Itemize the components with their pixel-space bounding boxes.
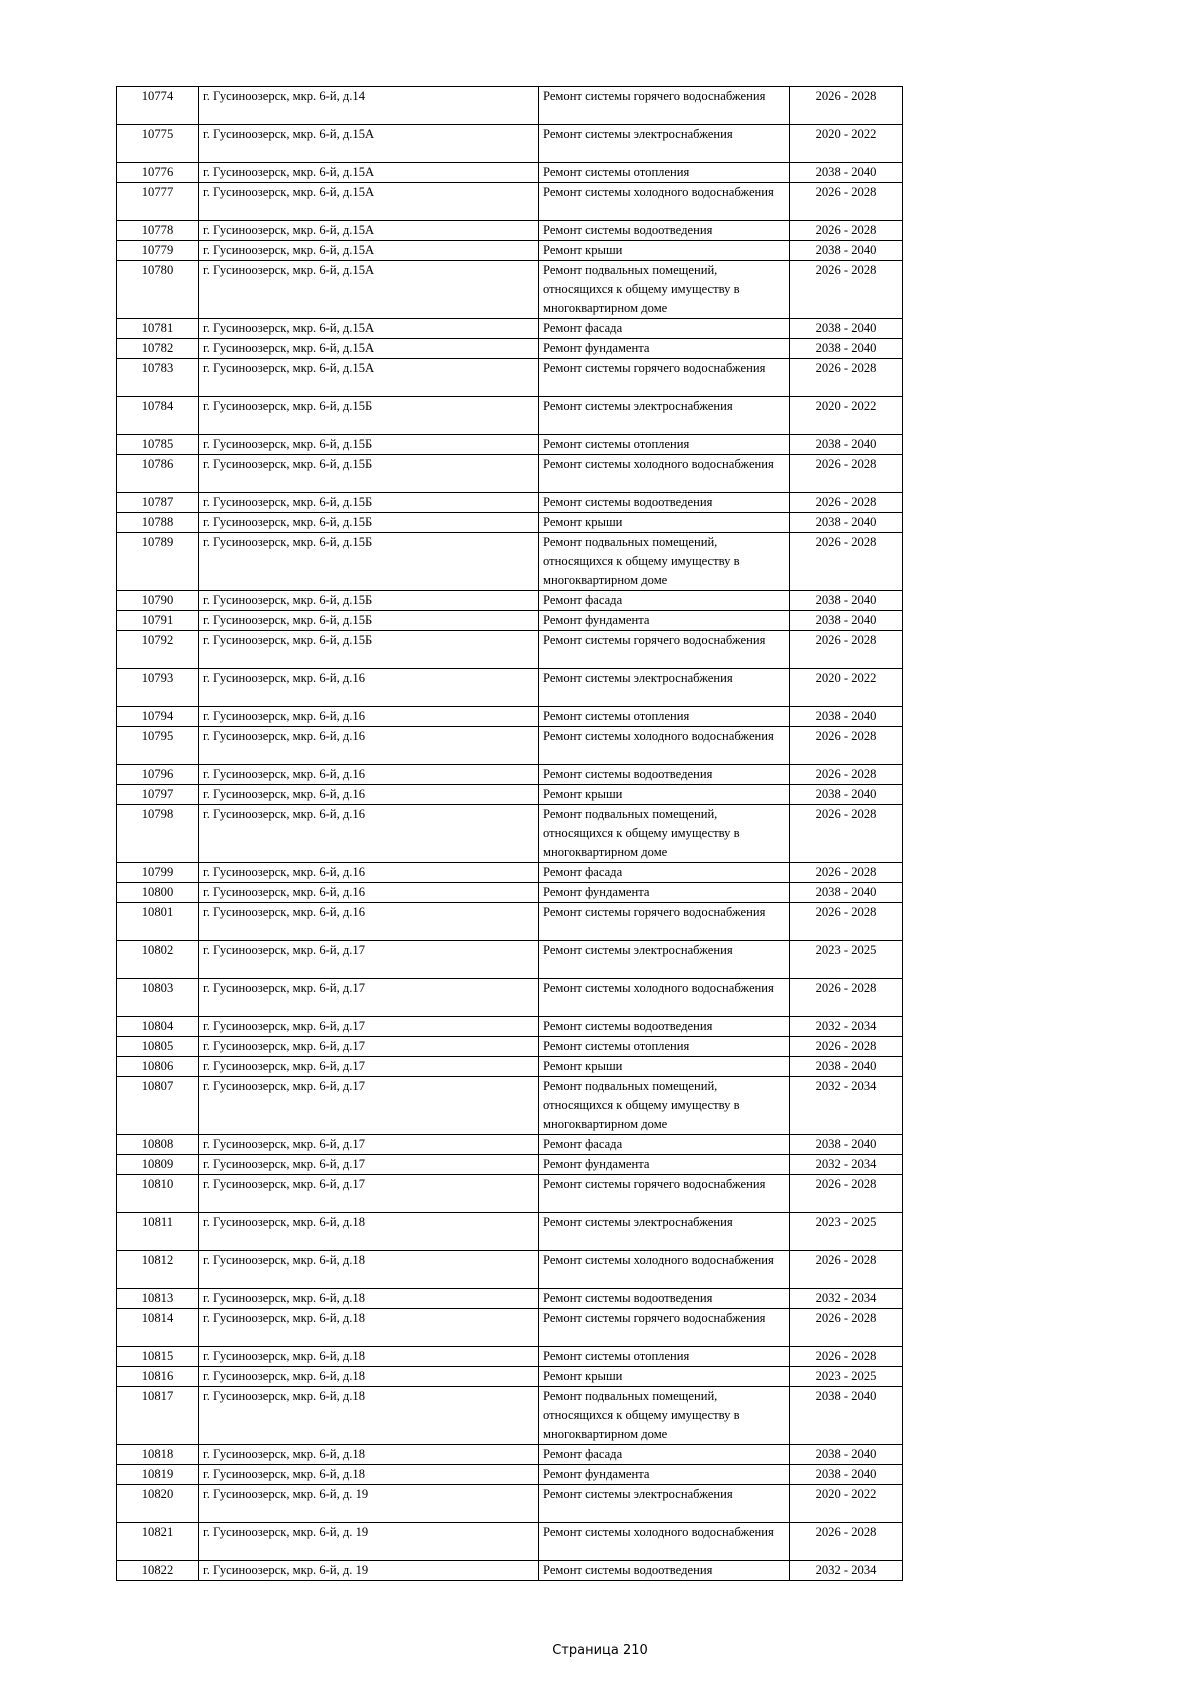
- period-cell: 2023 - 2025: [790, 941, 903, 979]
- row-number-cell: 10798: [117, 805, 199, 863]
- address-cell: г. Гусиноозерск, мкр. 6-й, д.17: [199, 941, 539, 979]
- row-number-cell: 10800: [117, 883, 199, 903]
- work-type-cell: Ремонт фасада: [539, 319, 790, 339]
- table-row: [117, 339, 903, 359]
- work-type-cell: Ремонт системы отопления: [539, 1347, 790, 1367]
- table-row: [117, 591, 903, 611]
- period-cell: 2026 - 2028: [790, 805, 903, 863]
- row-number-cell: 10804: [117, 1017, 199, 1037]
- address-cell: г. Гусиноозерск, мкр. 6-й, д.17: [199, 1077, 539, 1135]
- work-type-cell: Ремонт крыши: [539, 241, 790, 261]
- period-cell: 2038 - 2040: [790, 1057, 903, 1077]
- period-cell: 2026 - 2028: [790, 87, 903, 125]
- period-cell: 2038 - 2040: [790, 513, 903, 533]
- row-number-cell: 10796: [117, 765, 199, 785]
- row-number-cell: 10781: [117, 319, 199, 339]
- table-row: [117, 707, 903, 727]
- work-type-cell: Ремонт фасада: [539, 591, 790, 611]
- row-number-cell: 10819: [117, 1465, 199, 1485]
- address-cell: г. Гусиноозерск, мкр. 6-й, д.18: [199, 1347, 539, 1367]
- address-cell: г. Гусиноозерск, мкр. 6-й, д.18: [199, 1387, 539, 1445]
- address-cell: г. Гусиноозерск, мкр. 6-й, д.15А: [199, 241, 539, 261]
- row-number-cell: 10787: [117, 493, 199, 513]
- period-cell: 2026 - 2028: [790, 183, 903, 221]
- row-number-cell: 10788: [117, 513, 199, 533]
- period-cell: 2038 - 2040: [790, 1465, 903, 1485]
- period-cell: 2026 - 2028: [790, 1347, 903, 1367]
- table-row: [117, 979, 903, 1017]
- row-number-cell: 10811: [117, 1213, 199, 1251]
- table-row: [117, 125, 903, 163]
- address-cell: г. Гусиноозерск, мкр. 6-й, д.15Б: [199, 611, 539, 631]
- table-row: [117, 863, 903, 883]
- work-type-cell: Ремонт системы отопления: [539, 707, 790, 727]
- address-cell: г. Гусиноозерск, мкр. 6-й, д.15Б: [199, 533, 539, 591]
- row-number-cell: 10785: [117, 435, 199, 455]
- address-cell: г. Гусиноозерск, мкр. 6-й, д.16: [199, 707, 539, 727]
- period-cell: 2020 - 2022: [790, 125, 903, 163]
- period-cell: 2038 - 2040: [790, 785, 903, 805]
- table-row: [117, 513, 903, 533]
- work-type-cell: Ремонт системы холодного водоснабжения: [539, 1523, 790, 1561]
- row-number-cell: 10807: [117, 1077, 199, 1135]
- period-cell: 2026 - 2028: [790, 727, 903, 765]
- table-row: [117, 1017, 903, 1037]
- work-type-cell: Ремонт системы горячего водоснабжения: [539, 359, 790, 397]
- work-type-cell: Ремонт системы отопления: [539, 163, 790, 183]
- table-row: [117, 1309, 903, 1347]
- row-number-cell: 10818: [117, 1445, 199, 1465]
- work-type-cell: Ремонт подвальных помещений, относящихся к общему имуществу в многоквартирном доме: [539, 1077, 790, 1135]
- table-row: [117, 435, 903, 455]
- row-number-cell: 10821: [117, 1523, 199, 1561]
- table-row: [117, 241, 903, 261]
- address-cell: г. Гусиноозерск, мкр. 6-й, д.16: [199, 863, 539, 883]
- address-cell: г. Гусиноозерск, мкр. 6-й, д.18: [199, 1445, 539, 1465]
- period-cell: 2032 - 2034: [790, 1289, 903, 1309]
- work-type-cell: Ремонт системы холодного водоснабжения: [539, 979, 790, 1017]
- table-row: [117, 1485, 903, 1523]
- table-body: [117, 87, 903, 1581]
- table-row: [117, 1135, 903, 1155]
- work-type-cell: Ремонт системы холодного водоснабжения: [539, 1251, 790, 1289]
- row-number-cell: 10814: [117, 1309, 199, 1347]
- period-cell: 2038 - 2040: [790, 883, 903, 903]
- table-row: [117, 611, 903, 631]
- page-number: Страница 210: [552, 1643, 648, 1658]
- address-cell: г. Гусиноозерск, мкр. 6-й, д.17: [199, 1057, 539, 1077]
- work-type-cell: Ремонт системы электроснабжения: [539, 125, 790, 163]
- table-row: [117, 1465, 903, 1485]
- period-cell: 2038 - 2040: [790, 1135, 903, 1155]
- period-cell: 2032 - 2034: [790, 1017, 903, 1037]
- row-number-cell: 10774: [117, 87, 199, 125]
- address-cell: г. Гусиноозерск, мкр. 6-й, д.16: [199, 883, 539, 903]
- work-type-cell: Ремонт системы электроснабжения: [539, 669, 790, 707]
- table-row: [117, 261, 903, 319]
- address-cell: г. Гусиноозерск, мкр. 6-й, д.17: [199, 1155, 539, 1175]
- work-type-cell: Ремонт системы электроснабжения: [539, 397, 790, 435]
- table-row: [117, 1057, 903, 1077]
- period-cell: 2026 - 2028: [790, 261, 903, 319]
- table-row: [117, 183, 903, 221]
- row-number-cell: 10794: [117, 707, 199, 727]
- work-type-cell: Ремонт фундамента: [539, 611, 790, 631]
- address-cell: г. Гусиноозерск, мкр. 6-й, д. 19: [199, 1561, 539, 1581]
- period-cell: 2020 - 2022: [790, 397, 903, 435]
- address-cell: г. Гусиноозерск, мкр. 6-й, д.18: [199, 1367, 539, 1387]
- work-type-cell: Ремонт крыши: [539, 785, 790, 805]
- work-type-cell: Ремонт системы горячего водоснабжения: [539, 631, 790, 669]
- address-cell: г. Гусиноозерск, мкр. 6-й, д.15Б: [199, 493, 539, 513]
- period-cell: 2026 - 2028: [790, 631, 903, 669]
- row-number-cell: 10803: [117, 979, 199, 1017]
- row-number-cell: 10786: [117, 455, 199, 493]
- address-cell: г. Гусиноозерск, мкр. 6-й, д.18: [199, 1309, 539, 1347]
- address-cell: г. Гусиноозерск, мкр. 6-й, д.16: [199, 785, 539, 805]
- period-cell: 2020 - 2022: [790, 669, 903, 707]
- row-number-cell: 10777: [117, 183, 199, 221]
- address-cell: г. Гусиноозерск, мкр. 6-й, д.16: [199, 765, 539, 785]
- work-type-cell: Ремонт фасада: [539, 1445, 790, 1465]
- work-type-cell: Ремонт подвальных помещений, относящихся к общему имуществу в многоквартирном доме: [539, 1387, 790, 1445]
- period-cell: 2038 - 2040: [790, 707, 903, 727]
- work-type-cell: Ремонт фасада: [539, 863, 790, 883]
- address-cell: г. Гусиноозерск, мкр. 6-й, д.15Б: [199, 435, 539, 455]
- row-number-cell: 10805: [117, 1037, 199, 1057]
- address-cell: г. Гусиноозерск, мкр. 6-й, д.15А: [199, 183, 539, 221]
- period-cell: 2026 - 2028: [790, 221, 903, 241]
- period-cell: 2026 - 2028: [790, 455, 903, 493]
- table-row: [117, 883, 903, 903]
- row-number-cell: 10816: [117, 1367, 199, 1387]
- table-row: [117, 669, 903, 707]
- address-cell: г. Гусиноозерск, мкр. 6-й, д.17: [199, 1135, 539, 1155]
- period-cell: 2026 - 2028: [790, 765, 903, 785]
- table-row: [117, 785, 903, 805]
- row-number-cell: 10799: [117, 863, 199, 883]
- address-cell: г. Гусиноозерск, мкр. 6-й, д.17: [199, 979, 539, 1017]
- work-type-cell: Ремонт системы водоотведения: [539, 1017, 790, 1037]
- period-cell: 2038 - 2040: [790, 1445, 903, 1465]
- work-type-cell: Ремонт подвальных помещений, относящихся к общему имуществу в многоквартирном доме: [539, 261, 790, 319]
- work-type-cell: Ремонт системы электроснабжения: [539, 1213, 790, 1251]
- period-cell: 2020 - 2022: [790, 1485, 903, 1523]
- table-row: [117, 1367, 903, 1387]
- work-type-cell: Ремонт системы водоотведения: [539, 765, 790, 785]
- row-number-cell: 10791: [117, 611, 199, 631]
- address-cell: г. Гусиноозерск, мкр. 6-й, д. 19: [199, 1523, 539, 1561]
- row-number-cell: 10813: [117, 1289, 199, 1309]
- period-cell: 2026 - 2028: [790, 359, 903, 397]
- table-row: [117, 1037, 903, 1057]
- row-number-cell: 10790: [117, 591, 199, 611]
- period-cell: 2038 - 2040: [790, 591, 903, 611]
- work-type-cell: Ремонт фундамента: [539, 1155, 790, 1175]
- period-cell: 2026 - 2028: [790, 903, 903, 941]
- period-cell: 2038 - 2040: [790, 241, 903, 261]
- row-number-cell: 10784: [117, 397, 199, 435]
- work-type-cell: Ремонт крыши: [539, 1057, 790, 1077]
- work-type-cell: Ремонт системы электроснабжения: [539, 1485, 790, 1523]
- row-number-cell: 10775: [117, 125, 199, 163]
- table-row: [117, 1445, 903, 1465]
- table-row: [117, 727, 903, 765]
- address-cell: г. Гусиноозерск, мкр. 6-й, д.15Б: [199, 591, 539, 611]
- period-cell: 2038 - 2040: [790, 319, 903, 339]
- period-cell: 2026 - 2028: [790, 979, 903, 1017]
- row-number-cell: 10808: [117, 1135, 199, 1155]
- address-cell: г. Гусиноозерск, мкр. 6-й, д.15А: [199, 261, 539, 319]
- period-cell: 2026 - 2028: [790, 1037, 903, 1057]
- period-cell: 2038 - 2040: [790, 1387, 903, 1445]
- row-number-cell: 10812: [117, 1251, 199, 1289]
- row-number-cell: 10801: [117, 903, 199, 941]
- address-cell: г. Гусиноозерск, мкр. 6-й, д.15А: [199, 319, 539, 339]
- table-row: [117, 87, 903, 125]
- work-type-cell: Ремонт системы горячего водоснабжения: [539, 87, 790, 125]
- period-cell: 2032 - 2034: [790, 1077, 903, 1135]
- table-row: [117, 1289, 903, 1309]
- work-type-cell: Ремонт системы горячего водоснабжения: [539, 903, 790, 941]
- work-type-cell: Ремонт системы водоотведения: [539, 1561, 790, 1581]
- table-row: [117, 359, 903, 397]
- period-cell: 2026 - 2028: [790, 533, 903, 591]
- row-number-cell: 10809: [117, 1155, 199, 1175]
- work-type-cell: Ремонт системы водоотведения: [539, 493, 790, 513]
- address-cell: г. Гусиноозерск, мкр. 6-й, д. 19: [199, 1485, 539, 1523]
- work-type-cell: Ремонт крыши: [539, 1367, 790, 1387]
- address-cell: г. Гусиноозерск, мкр. 6-й, д.18: [199, 1213, 539, 1251]
- row-number-cell: 10793: [117, 669, 199, 707]
- work-type-cell: Ремонт системы холодного водоснабжения: [539, 727, 790, 765]
- period-cell: 2032 - 2034: [790, 1155, 903, 1175]
- work-type-cell: Ремонт системы водоотведения: [539, 221, 790, 241]
- row-number-cell: 10815: [117, 1347, 199, 1367]
- table-row: [117, 493, 903, 513]
- table-row: [117, 1347, 903, 1367]
- period-cell: 2038 - 2040: [790, 339, 903, 359]
- work-type-cell: Ремонт системы водоотведения: [539, 1289, 790, 1309]
- address-cell: г. Гусиноозерск, мкр. 6-й, д.18: [199, 1251, 539, 1289]
- address-cell: г. Гусиноозерск, мкр. 6-й, д.15А: [199, 339, 539, 359]
- work-type-cell: Ремонт системы холодного водоснабжения: [539, 183, 790, 221]
- work-type-cell: Ремонт фундамента: [539, 339, 790, 359]
- address-cell: г. Гусиноозерск, мкр. 6-й, д.15Б: [199, 455, 539, 493]
- row-number-cell: 10779: [117, 241, 199, 261]
- period-cell: 2023 - 2025: [790, 1367, 903, 1387]
- address-cell: г. Гусиноозерск, мкр. 6-й, д.15А: [199, 163, 539, 183]
- row-number-cell: 10795: [117, 727, 199, 765]
- table-row: [117, 533, 903, 591]
- period-cell: 2038 - 2040: [790, 611, 903, 631]
- work-type-cell: Ремонт системы холодного водоснабжения: [539, 455, 790, 493]
- address-cell: г. Гусиноозерск, мкр. 6-й, д.15Б: [199, 631, 539, 669]
- table-row: [117, 455, 903, 493]
- period-cell: 2026 - 2028: [790, 1523, 903, 1561]
- table-row: [117, 805, 903, 863]
- period-cell: 2026 - 2028: [790, 863, 903, 883]
- period-cell: 2032 - 2034: [790, 1561, 903, 1581]
- row-number-cell: 10817: [117, 1387, 199, 1445]
- work-type-cell: Ремонт фасада: [539, 1135, 790, 1155]
- row-number-cell: 10797: [117, 785, 199, 805]
- table-row: [117, 1077, 903, 1135]
- address-cell: г. Гусиноозерск, мкр. 6-й, д.16: [199, 903, 539, 941]
- work-type-cell: Ремонт системы горячего водоснабжения: [539, 1175, 790, 1213]
- row-number-cell: 10789: [117, 533, 199, 591]
- row-number-cell: 10822: [117, 1561, 199, 1581]
- row-number-cell: 10780: [117, 261, 199, 319]
- address-cell: г. Гусиноозерск, мкр. 6-й, д.16: [199, 669, 539, 707]
- row-number-cell: 10792: [117, 631, 199, 669]
- work-type-cell: Ремонт крыши: [539, 513, 790, 533]
- table-row: [117, 941, 903, 979]
- address-cell: г. Гусиноозерск, мкр. 6-й, д.17: [199, 1037, 539, 1057]
- period-cell: 2026 - 2028: [790, 493, 903, 513]
- work-type-cell: Ремонт системы горячего водоснабжения: [539, 1309, 790, 1347]
- address-cell: г. Гусиноозерск, мкр. 6-й, д.14: [199, 87, 539, 125]
- table-row: [117, 1155, 903, 1175]
- address-cell: г. Гусиноозерск, мкр. 6-й, д.16: [199, 805, 539, 863]
- address-cell: г. Гусиноозерск, мкр. 6-й, д.17: [199, 1175, 539, 1213]
- table-row: [117, 163, 903, 183]
- work-type-cell: Ремонт системы электроснабжения: [539, 941, 790, 979]
- address-cell: г. Гусиноозерск, мкр. 6-й, д.15А: [199, 359, 539, 397]
- row-number-cell: 10782: [117, 339, 199, 359]
- period-cell: 2026 - 2028: [790, 1175, 903, 1213]
- table-row: [117, 1523, 903, 1561]
- period-cell: 2038 - 2040: [790, 163, 903, 183]
- address-cell: г. Гусиноозерск, мкр. 6-й, д.15Б: [199, 513, 539, 533]
- row-number-cell: 10810: [117, 1175, 199, 1213]
- work-type-cell: Ремонт подвальных помещений, относящихся к общему имуществу в многоквартирном доме: [539, 805, 790, 863]
- table-row: [117, 397, 903, 435]
- address-cell: г. Гусиноозерск, мкр. 6-й, д.18: [199, 1289, 539, 1309]
- row-number-cell: 10776: [117, 163, 199, 183]
- work-type-cell: Ремонт подвальных помещений, относящихся к общему имуществу в многоквартирном доме: [539, 533, 790, 591]
- table-row: [117, 903, 903, 941]
- row-number-cell: 10778: [117, 221, 199, 241]
- period-cell: 2038 - 2040: [790, 435, 903, 455]
- table-row: [117, 1387, 903, 1445]
- address-cell: г. Гусиноозерск, мкр. 6-й, д.17: [199, 1017, 539, 1037]
- table-row: [117, 631, 903, 669]
- table-row: [117, 1561, 903, 1581]
- table-row: [117, 1175, 903, 1213]
- table-row: [117, 319, 903, 339]
- table-row: [117, 1213, 903, 1251]
- period-cell: 2023 - 2025: [790, 1213, 903, 1251]
- work-type-cell: Ремонт фундамента: [539, 1465, 790, 1485]
- address-cell: г. Гусиноозерск, мкр. 6-й, д.15А: [199, 125, 539, 163]
- row-number-cell: 10820: [117, 1485, 199, 1523]
- work-type-cell: Ремонт системы отопления: [539, 1037, 790, 1057]
- work-type-cell: Ремонт системы отопления: [539, 435, 790, 455]
- address-cell: г. Гусиноозерск, мкр. 6-й, д.15Б: [199, 397, 539, 435]
- table-row: [117, 1251, 903, 1289]
- period-cell: 2026 - 2028: [790, 1251, 903, 1289]
- table-row: [117, 765, 903, 785]
- address-cell: г. Гусиноозерск, мкр. 6-й, д.18: [199, 1465, 539, 1485]
- period-cell: 2026 - 2028: [790, 1309, 903, 1347]
- row-number-cell: 10783: [117, 359, 199, 397]
- address-cell: г. Гусиноозерск, мкр. 6-й, д.16: [199, 727, 539, 765]
- row-number-cell: 10806: [117, 1057, 199, 1077]
- repair-schedule-table: [116, 86, 903, 1581]
- row-number-cell: 10802: [117, 941, 199, 979]
- address-cell: г. Гусиноозерск, мкр. 6-й, д.15А: [199, 221, 539, 241]
- work-type-cell: Ремонт фундамента: [539, 883, 790, 903]
- table-row: [117, 221, 903, 241]
